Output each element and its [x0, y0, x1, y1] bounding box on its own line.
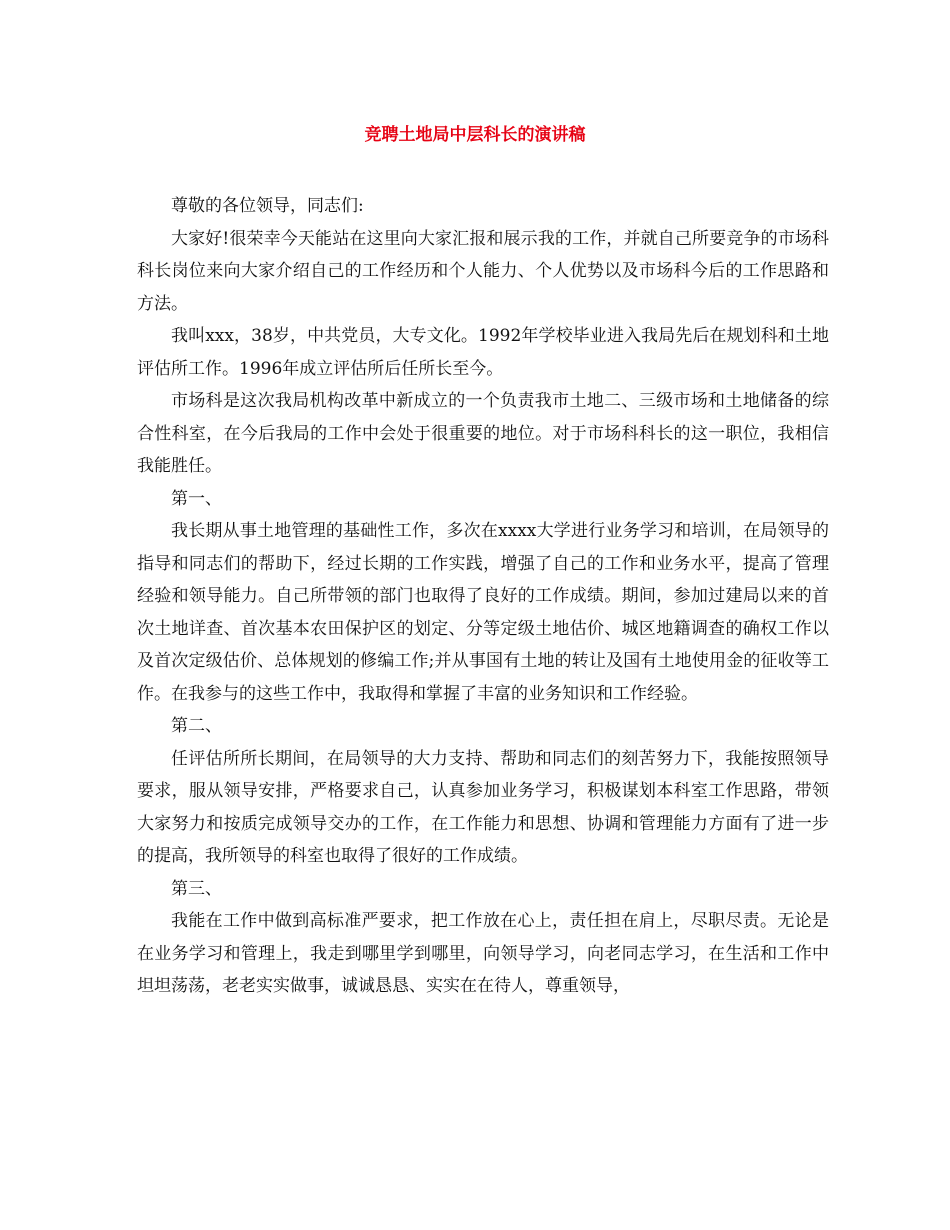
paragraph-second-content: 任评估所所长期间，在局领导的大力支持、帮助和同志们的刻苦努力下，我能按照领导要求，服从领导安排，严格要求自己，认真参加业务学习，积极谋划本科室工作思路，带领大家努力和按质完成领导交办的工作，在工作能力和思想、协调和管理能力方面有了进一步的提高，我所领导的科室也取得了很好的工作成绩。 [137, 748, 829, 866]
document-title: 竞聘土地局中层科长的演讲稿 [364, 125, 586, 145]
paragraph-third-content: 我能在工作中做到高标准严要求，把工作放在心上，责任担在肩上，尽职尽责。无论是在业务学习和管理上，我走到哪里学到哪里，向领导学习，向老同志学习，在生活和工作中坦坦荡荡，老老实实做事，诚诚恳恳、实实在在待人，尊重领导， [137, 911, 829, 996]
paragraph-heading-first: 第一、 [171, 488, 222, 509]
paragraph-first-content: 我长期从事土地管理的基础性工作，多次在xxxx大学进行业务学习和培训，在局领导的指导和同志们的帮助下，经过长期的工作实践，增强了自己的工作和业务水平，提高了管理经验和领导能力。自己所带领的部门也取得了良好的工作成绩。期间，参加过建局以来的首次土地详查、首次基本农田保护区的划定、分等定级土地估价、城区地籍调查的确权工作以及首次定级估价、总体规划的修编工作;并从事国有土地的转让及国有土地使用金的征收等工作。在我参与的这些工作中，我取得和掌握了丰富的业务知识和工作经验。 [137, 521, 829, 704]
paragraph-greeting: 大家好!很荣幸今天能站在这里向大家汇报和展示我的工作，并就自己所要竞争的市场科科长岗位来向大家介绍自己的工作经历和个人能力、个人优势以及市场科今后的工作思路和方法。 [137, 228, 829, 314]
paragraph-heading-second: 第二、 [171, 716, 222, 736]
paragraph-introduction: 我叫xxx，38岁，中共党员，大专文化。1992年学校毕业进入我局先后在规划科和土地评估所工作。1996年成立评估所后任所长至今。 [137, 326, 829, 379]
paragraph-market-section: 市场科是这次我局机构改革中新成立的一个负责我市土地二、三级市场和土地储备的综合性科室，在今后我局的工作中会处于很重要的地位。对于市场科科长的这一职位，我相信我能胜任。 [137, 391, 829, 476]
document-body [137, 190, 829, 1003]
paragraph-heading-third: 第三、 [171, 878, 222, 899]
paragraph-salutation: 尊敬的各位领导，同志们: [171, 196, 364, 216]
